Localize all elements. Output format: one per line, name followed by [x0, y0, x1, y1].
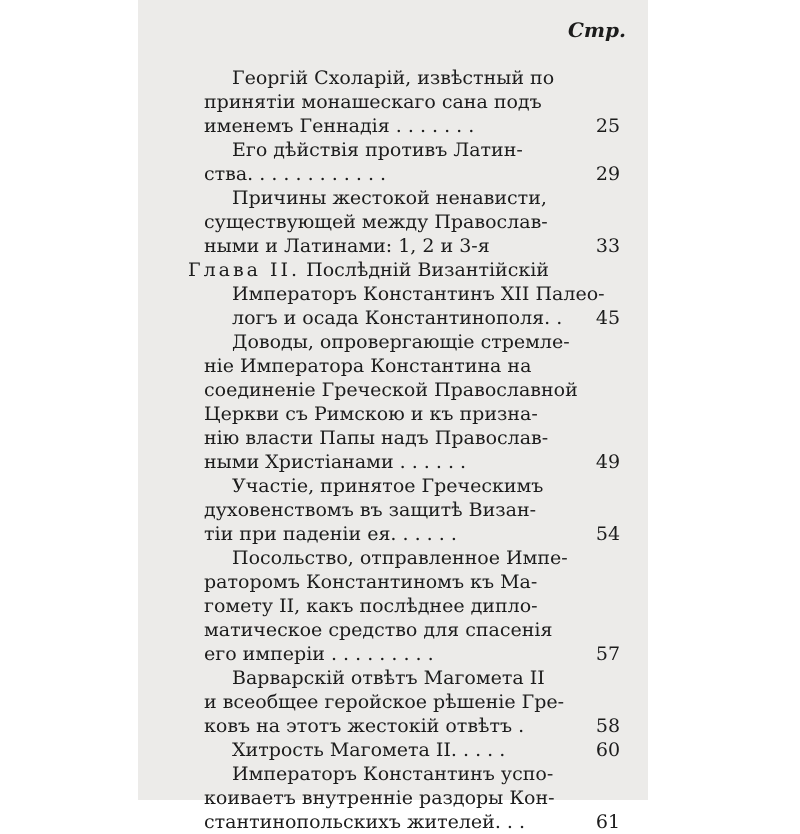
toc-line-text: логъ и осада Константинополя. . [232, 307, 563, 329]
toc-entry-title [138, 474, 648, 498]
toc-entry-title [138, 738, 648, 762]
toc-page-number: 61 [595, 811, 621, 833]
toc-line-text: Его дѣйствія противъ Латин- [232, 139, 523, 161]
toc-line-text: Участіе, принятое Греческимъ [232, 475, 544, 497]
toc-entry-title [138, 258, 648, 282]
toc-line-text: ными и Латинами: 1, 2 и 3-я [204, 235, 490, 257]
toc-page-number: 58 [595, 715, 621, 737]
toc-line-text: Церкви съ Римскою и къ призна- [204, 403, 538, 425]
toc-entry [138, 66, 648, 138]
toc-line-text: именемъ Геннадія . . . . . . . [204, 115, 475, 137]
toc-line-text: ковъ на этотъ жестокій отвѣтъ . [204, 715, 525, 737]
toc-entry-line [138, 498, 648, 522]
toc-entry-line [138, 402, 648, 426]
toc-entry [138, 738, 648, 762]
toc-line-text: Георгій Схоларій, извѣстный по [232, 67, 555, 89]
toc-entry-line [138, 450, 648, 474]
toc-entry-line [138, 378, 648, 402]
toc-entry-line [138, 306, 648, 330]
table-of-contents [138, 66, 648, 834]
book-page [138, 0, 648, 833]
toc-entry-line [138, 714, 648, 738]
toc-entry-line [138, 594, 648, 618]
toc-entry-line [138, 234, 648, 258]
chapter-label: Глава II. [188, 259, 301, 281]
toc-page-number: 60 [595, 739, 621, 761]
toc-entry-line [138, 90, 648, 114]
toc-entry-title [138, 546, 648, 570]
toc-line-text: Варварскій отвѣтъ Магомета II [232, 667, 545, 689]
toc-entry [138, 186, 648, 258]
toc-entry-line [138, 426, 648, 450]
toc-entry [138, 138, 648, 186]
toc-entry-line [138, 210, 648, 234]
toc-entry-line [138, 354, 648, 378]
toc-entry-title [138, 666, 648, 690]
toc-entry-line [138, 786, 648, 810]
toc-line-text: Хитрость Магомета II. . . . . [232, 739, 506, 761]
toc-line-text: существующей между Православ- [204, 211, 548, 233]
page-column-header: Стр. [567, 18, 626, 42]
toc-line-text: духовенствомъ въ защитѣ Визан- [204, 499, 537, 521]
toc-line-text: и всеобщее геройское рѣшеніе Гре- [204, 691, 565, 713]
toc-entry-line [138, 114, 648, 138]
toc-page-number: 57 [595, 643, 621, 665]
toc-entry-line [138, 810, 648, 834]
toc-entry-title [138, 186, 648, 210]
toc-line-text: стантинопольскихъ жителей. . . [204, 811, 526, 833]
toc-line-text: ства. . . . . . . . . . . . [204, 163, 387, 185]
toc-entry-line [138, 690, 648, 714]
toc-entry-title [138, 330, 648, 354]
toc-line-text: гомету II, какъ послѣднее дипло- [204, 595, 538, 617]
toc-entry-line [138, 618, 648, 642]
toc-page-number: 54 [595, 523, 621, 545]
toc-entry [138, 546, 648, 666]
toc-entry [138, 258, 648, 330]
toc-line-text: ніе Императора Константина на [204, 355, 532, 377]
toc-line-text: коиваетъ внутренніе раздоры Кон- [204, 787, 555, 809]
toc-entry-title [138, 66, 648, 90]
toc-line-text: раторомъ Константиномъ къ Ма- [204, 571, 538, 593]
toc-line-text: Императоръ Константинъ успо- [232, 763, 554, 785]
toc-page-number: 49 [595, 451, 621, 473]
toc-page-number: 45 [595, 307, 621, 329]
toc-line-text: Послѣдній Византійскій [306, 259, 549, 281]
toc-entry [138, 474, 648, 546]
toc-line-text: нію власти Папы надъ Православ- [204, 427, 549, 449]
toc-line-text: соединеніе Греческой Православной [204, 379, 578, 401]
toc-entry-line [138, 162, 648, 186]
toc-line-text: Посольство, отправленное Импе- [232, 547, 568, 569]
toc-entry-line [138, 642, 648, 666]
toc-entry-title [138, 762, 648, 786]
toc-line-text: принятіи монашескаго сана подъ [204, 91, 542, 113]
toc-line-text: ными Христіанами . . . . . . [204, 451, 467, 473]
toc-line-text: его имперіи . . . . . . . . . [204, 643, 434, 665]
toc-line-text: Императоръ Константинъ XII Палео- [232, 283, 605, 305]
toc-entry-line [138, 522, 648, 546]
toc-entry-line [138, 282, 648, 306]
toc-line-text: Доводы, опровергающіе стремле- [232, 331, 570, 353]
toc-entry [138, 330, 648, 474]
toc-entry-title [138, 138, 648, 162]
toc-entry-line [138, 570, 648, 594]
toc-line-text: матическое средство для спасенія [204, 619, 553, 641]
toc-page-number: 29 [595, 163, 621, 185]
toc-line-text: тіи при паденіи ея. . . . . . [204, 523, 457, 545]
toc-page-number: 33 [595, 235, 621, 257]
toc-entry [138, 762, 648, 834]
toc-page-number: 25 [595, 115, 621, 137]
toc-entry [138, 666, 648, 738]
toc-line-text: Причины жестокой ненависти, [232, 187, 547, 209]
